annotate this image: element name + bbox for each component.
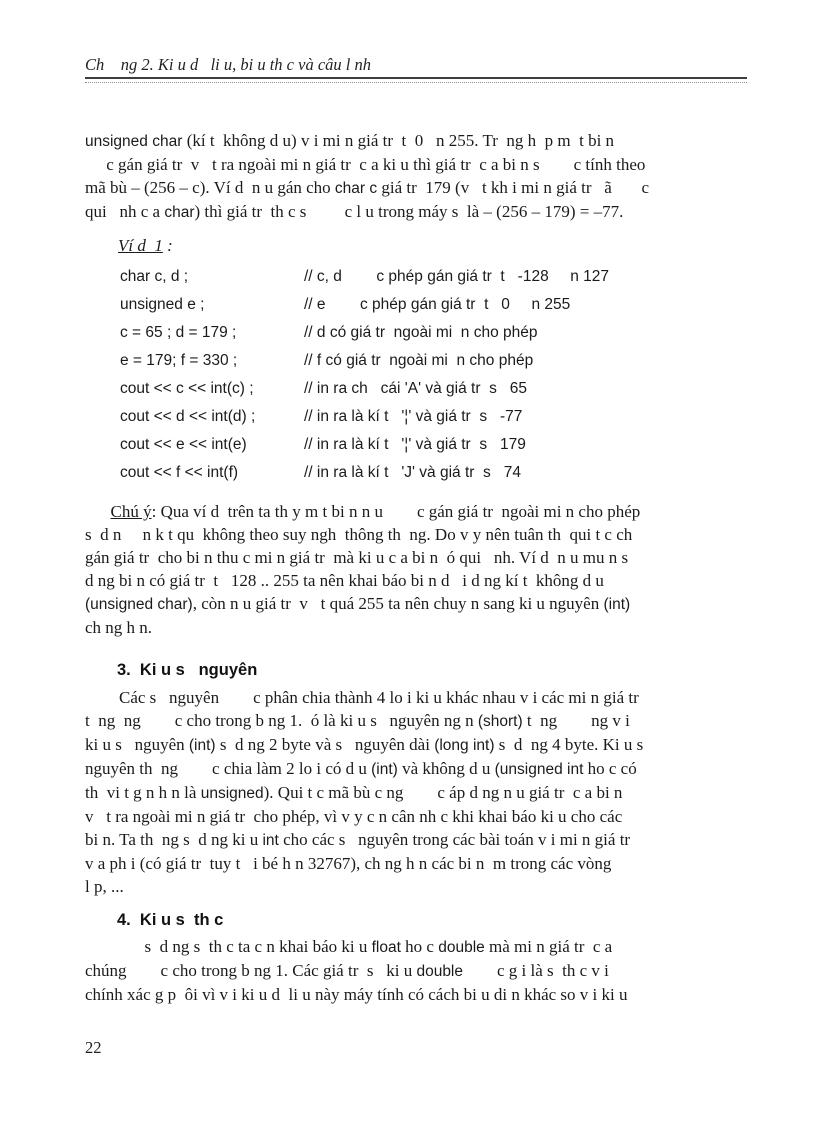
text-segment: ho c có bbox=[583, 759, 637, 778]
text-segment: chúng c cho trong b ng 1. Các giá tr s ki u bbox=[85, 961, 417, 980]
section-4-heading bbox=[85, 909, 747, 932]
code-text: cout << e << int(e) bbox=[120, 436, 247, 453]
code-text: c = 65 ; d = 179 ; bbox=[120, 324, 237, 341]
text-segment: (kí t không d u) v i mi n giá tr t 0 n 255. Tr ng h p m t bi n bbox=[186, 131, 615, 150]
text-segment: double bbox=[438, 939, 485, 956]
section-3-heading-text: 3. Ki u s nguyên bbox=[117, 661, 258, 679]
code-row bbox=[85, 263, 747, 291]
text-segment: Chú ý bbox=[110, 502, 152, 521]
text-segment: c gán giá tr v t ra ngoài mi n giá tr c a ki u thì giá tr c a bi n s c tính theo bbox=[85, 155, 646, 174]
code-comment: // in ra là kí t '¦' và giá tr s 179 bbox=[304, 436, 526, 453]
text-segment: (int) bbox=[603, 596, 631, 613]
code-text: char c, d ; bbox=[120, 268, 189, 285]
text-segment: (short) bbox=[477, 713, 523, 730]
text-segment: : Qua ví d trên ta th y m t bi n n u c gán giá tr ngoài mi n cho phép bbox=[151, 502, 641, 521]
header-rule bbox=[85, 77, 747, 83]
code-row bbox=[85, 375, 747, 403]
text-segment: (int) bbox=[371, 761, 398, 778]
code-comment: // d có giá tr ngoài mi n cho phép bbox=[304, 324, 538, 341]
text-segment: float bbox=[371, 939, 401, 956]
text-line bbox=[85, 129, 747, 153]
text-segment: unsigned char bbox=[85, 133, 187, 150]
text-segment: char c bbox=[334, 180, 378, 197]
text-line bbox=[85, 733, 747, 757]
text-line bbox=[85, 523, 747, 546]
text-line bbox=[85, 200, 747, 224]
text-segment: t ng ng v i bbox=[522, 711, 630, 730]
text-segment: (unsigned char) bbox=[85, 596, 193, 613]
code-comment: // e c phép gán giá tr t 0 n 255 bbox=[304, 296, 571, 313]
text-segment: (long int) bbox=[434, 737, 495, 754]
code-row bbox=[85, 291, 747, 319]
text-segment: : bbox=[162, 236, 173, 255]
text-segment: l p, ... bbox=[85, 877, 124, 896]
text-segment: giá tr 179 (v t kh i mi n giá tr ã c bbox=[377, 178, 650, 197]
text-line bbox=[85, 781, 747, 805]
text-line bbox=[85, 616, 747, 639]
code-text: e = 179; f = 330 ; bbox=[120, 352, 238, 369]
text-line bbox=[85, 569, 747, 592]
text-line bbox=[85, 686, 747, 709]
text-segment: th vi t g n h n là bbox=[85, 783, 201, 802]
text-segment: gán giá tr cho bi n thu c mi n giá tr mà ki u c a bi n ó qui nh. Ví d n u mu n s bbox=[85, 548, 629, 567]
text-line bbox=[85, 805, 747, 828]
text-segment: c g i là s th c v i bbox=[463, 961, 609, 980]
text-segment: qui nh c a bbox=[85, 202, 165, 221]
text-segment: s d ng s th c ta c n khai báo ki u bbox=[85, 937, 372, 956]
code-row bbox=[85, 403, 747, 431]
para-unsigned-char bbox=[85, 129, 747, 224]
text-segment: s d ng 2 byte và s nguyên dài bbox=[215, 735, 435, 754]
section-4-heading-text: 4. Ki u s th c bbox=[117, 911, 224, 929]
text-segment: double bbox=[416, 963, 463, 980]
text-segment: cho các s nguyên trong các bài toán v i mi n giá tr bbox=[278, 830, 631, 849]
code-comment: // in ra là kí t '¦' và giá tr s -77 bbox=[304, 408, 523, 425]
text-line bbox=[85, 592, 747, 616]
text-segment: mà mi n giá tr c a bbox=[484, 937, 613, 956]
text-segment: (int) bbox=[188, 737, 216, 754]
text-segment: ho c bbox=[400, 937, 439, 956]
text-segment: ). Qui t c mã bù c ng c áp d ng n u giá tr c a bi n bbox=[263, 783, 623, 802]
text-segment: mã bù – (256 – c). Ví d n u gán cho bbox=[85, 178, 335, 197]
text-line bbox=[85, 757, 747, 781]
text-line bbox=[85, 176, 747, 200]
text-segment: , còn n u giá tr v t quá 255 ta nên chuy n sang ki u nguyên bbox=[192, 594, 604, 613]
code-comment: // in ra ch cái 'A' và giá tr s 65 bbox=[304, 380, 528, 397]
text-segment: và không d u bbox=[397, 759, 495, 778]
text-line bbox=[85, 709, 747, 733]
text-segment: t ng ng c cho trong b ng 1. ó là ki u s nguyên ng n bbox=[85, 711, 478, 730]
code-row bbox=[85, 319, 747, 347]
text-segment bbox=[85, 502, 111, 521]
page-number: 22 bbox=[85, 1038, 102, 1057]
page-header bbox=[85, 54, 747, 83]
text-segment: v a ph i (có giá tr tuy t i bé h n 32767), ch ng h n các bi n m trong các vòng bbox=[85, 854, 612, 873]
text-segment: v t ra ngoài mi n giá tr cho phép, vì v y c n cân nh c khi khai báo ki u cho các bbox=[85, 807, 623, 826]
code-text: cout << c << int(c) ; bbox=[120, 380, 254, 397]
text-segment: unsigned bbox=[200, 785, 264, 802]
section-3-para bbox=[85, 686, 747, 898]
example-code bbox=[85, 263, 747, 487]
text-line bbox=[85, 983, 747, 1006]
section-3-heading bbox=[85, 659, 747, 682]
code-comment: // c, d c phép gán giá tr t -128 n 127 bbox=[304, 268, 610, 285]
chapter-title: Ch ng 2. Ki u d li u, bi u th c và câu l nh bbox=[85, 55, 371, 74]
text-segment: ki u s nguyên bbox=[85, 735, 189, 754]
text-line bbox=[85, 828, 747, 852]
text-segment: ) thì giá tr th c s c l u trong máy s là – (256 – 179) = –77. bbox=[194, 202, 624, 221]
note-para bbox=[85, 500, 747, 639]
code-row bbox=[85, 459, 747, 487]
text-segment: chính xác g p ôi vì v i ki u d li u này máy tính có cách bi u di n khác so v i ki u bbox=[85, 985, 628, 1004]
text-segment: Các s nguyên c phân chia thành 4 lo i ki u khác nhau v i các mi n giá tr bbox=[85, 688, 639, 707]
text-segment: d ng bi n có giá tr t 128 .. 255 ta nên khai báo bi n d i d ng kí t không d u bbox=[85, 571, 604, 590]
section-4-para bbox=[85, 935, 747, 1006]
code-text: unsigned e ; bbox=[120, 296, 205, 313]
text-line bbox=[85, 852, 747, 875]
code-comment: // f có giá tr ngoài mi n cho phép bbox=[304, 352, 534, 369]
code-text: cout << f << int(f) bbox=[120, 464, 239, 481]
text-line bbox=[85, 546, 747, 569]
code-row bbox=[85, 347, 747, 375]
text-line bbox=[85, 959, 747, 983]
text-segment: char bbox=[164, 204, 195, 221]
text-segment: int bbox=[262, 832, 279, 849]
text-segment: s d ng 4 byte. Ki u s bbox=[494, 735, 644, 754]
text-segment: bi n. Ta th ng s d ng ki u bbox=[85, 830, 263, 849]
code-comment: // in ra là kí t 'J' và giá tr s 74 bbox=[304, 464, 521, 481]
text-segment: s d n n k t qu không theo suy ngh thông th ng. Do v y nên tuân th qui t c ch bbox=[85, 525, 633, 544]
code-row bbox=[85, 431, 747, 459]
example-title bbox=[85, 234, 747, 257]
text-line bbox=[85, 875, 747, 898]
document-body bbox=[85, 129, 747, 1006]
example-title-line bbox=[118, 234, 747, 257]
text-segment: Ví d 1 bbox=[118, 236, 163, 255]
text-segment: (unsigned int bbox=[494, 761, 584, 778]
code-text: cout << d << int(d) ; bbox=[120, 408, 256, 425]
text-segment: ch ng h n. bbox=[85, 618, 153, 637]
text-line bbox=[85, 935, 747, 959]
text-line bbox=[85, 500, 747, 523]
text-segment: nguyên th ng c chia làm 2 lo i có d u bbox=[85, 759, 372, 778]
text-line bbox=[85, 153, 747, 176]
